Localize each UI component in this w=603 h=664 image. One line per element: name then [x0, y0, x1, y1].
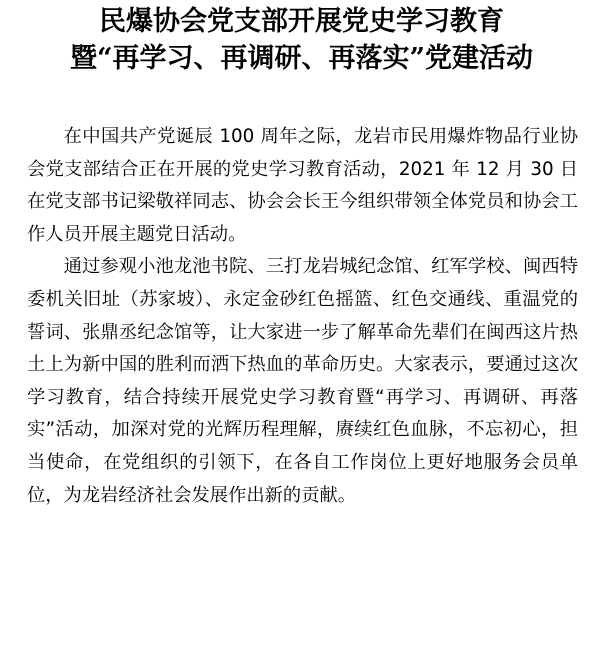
article-title-line-2: 暨“再学习、再调研、再落实”党建活动 — [69, 43, 534, 74]
article-title-line-1: 民爆协会党支部开展党史学习教育 — [99, 6, 504, 37]
article-paragraph-1: 在中国共产党诞辰 100 周年之际，龙岩市民用爆炸物品行业协会党支部结合正在开展的党史学习教育活动，2021 年 12 月 30 日在党支部书记梁敬祥同志、协会会长王今组织带领全体党员和协会工作人员开展主题党日活动。 — [27, 126, 578, 245]
article-paragraph-2: 通过参观小池龙池书院、三打龙岩城纪念馆、红军学校、闽西特委机关旧址（苏家坡）、永定金砂红色摇篮、红色交通线、重温党的誓词、张鼎丞纪念馆等，让大家进一步了解革命先辈们在闽西这片热土上为新中国的胜利而洒下热血的革命历史。大家表示，要通过这次学习教育，结合持续开展党史学习教育暨“再学习、再调研、再落实”活动，加深对党的光辉历程理解，赓续红色血脉，不忘初心，担当使命，在党组织的引领下，在各自工作岗位上更好地服务会员单位，为龙岩经济社会发展作出新的贡献。 — [27, 256, 578, 506]
article-title — [0, 0, 603, 77]
article-body — [27, 121, 578, 512]
